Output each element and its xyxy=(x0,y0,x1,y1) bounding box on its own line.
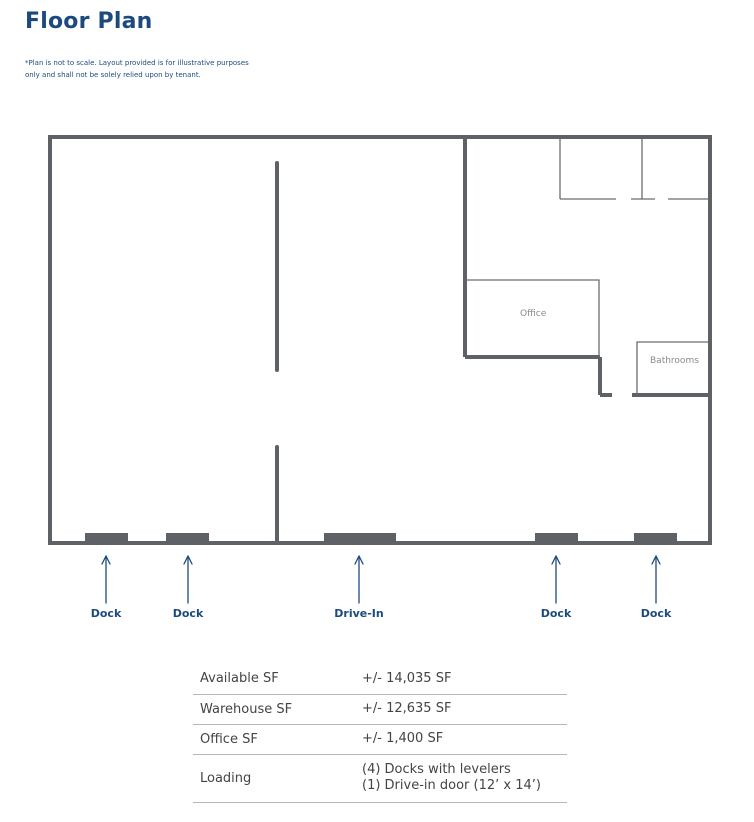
door-label-dock-1: Dock xyxy=(90,607,122,620)
disclaimer-line-2: only and shall not be solely relied upon by tenant. xyxy=(25,71,201,79)
specs-value-line-2: (1) Drive-in door (12’ x 14’) xyxy=(362,778,541,793)
dock-door-4 xyxy=(634,533,677,543)
specs-row-loading xyxy=(193,754,567,802)
dock-arrow-2 xyxy=(184,556,192,603)
bathroom-room-outline xyxy=(637,342,708,395)
page-title: Floor Plan xyxy=(25,9,153,34)
specs-table xyxy=(193,664,567,803)
dock-arrow-3 xyxy=(552,556,560,603)
door-label-drive-in: Drive-In xyxy=(334,607,384,620)
dock-arrow-1 xyxy=(102,556,110,603)
disclaimer-line-1: *Plan is not to scale. Layout provided is for illustrative purposes xyxy=(25,59,249,67)
specs-label: Warehouse SF xyxy=(193,694,348,724)
dock-door-3 xyxy=(535,533,578,543)
door-label-dock-2: Dock xyxy=(172,607,204,620)
dock-door-2 xyxy=(166,533,209,543)
door-label-dock-3: Dock xyxy=(540,607,572,620)
specs-row-office-sf xyxy=(193,724,567,754)
specs-row-warehouse-sf xyxy=(193,694,567,724)
specs-label: Loading xyxy=(193,754,348,802)
dock-arrow-4 xyxy=(652,556,660,603)
drive-in-arrow xyxy=(355,556,363,603)
room-label-bathrooms: Bathrooms xyxy=(650,356,699,366)
door-label-dock-4: Dock xyxy=(640,607,672,620)
specs-label: Office SF xyxy=(193,724,348,754)
room-label-office: Office xyxy=(520,309,547,319)
dock-door-1 xyxy=(85,533,128,543)
specs-value-line-1: (4) Docks with levelers xyxy=(362,762,511,777)
specs-value: +/- 1,400 SF xyxy=(348,724,567,754)
drive-in-door xyxy=(324,533,396,543)
specs-row-available-sf xyxy=(193,664,567,694)
specs-label: Available SF xyxy=(193,664,348,694)
specs-value: +/- 14,035 SF xyxy=(348,664,567,694)
specs-value: +/- 12,635 SF xyxy=(348,694,567,724)
outer-wall xyxy=(50,137,710,543)
specs-value xyxy=(348,754,567,802)
